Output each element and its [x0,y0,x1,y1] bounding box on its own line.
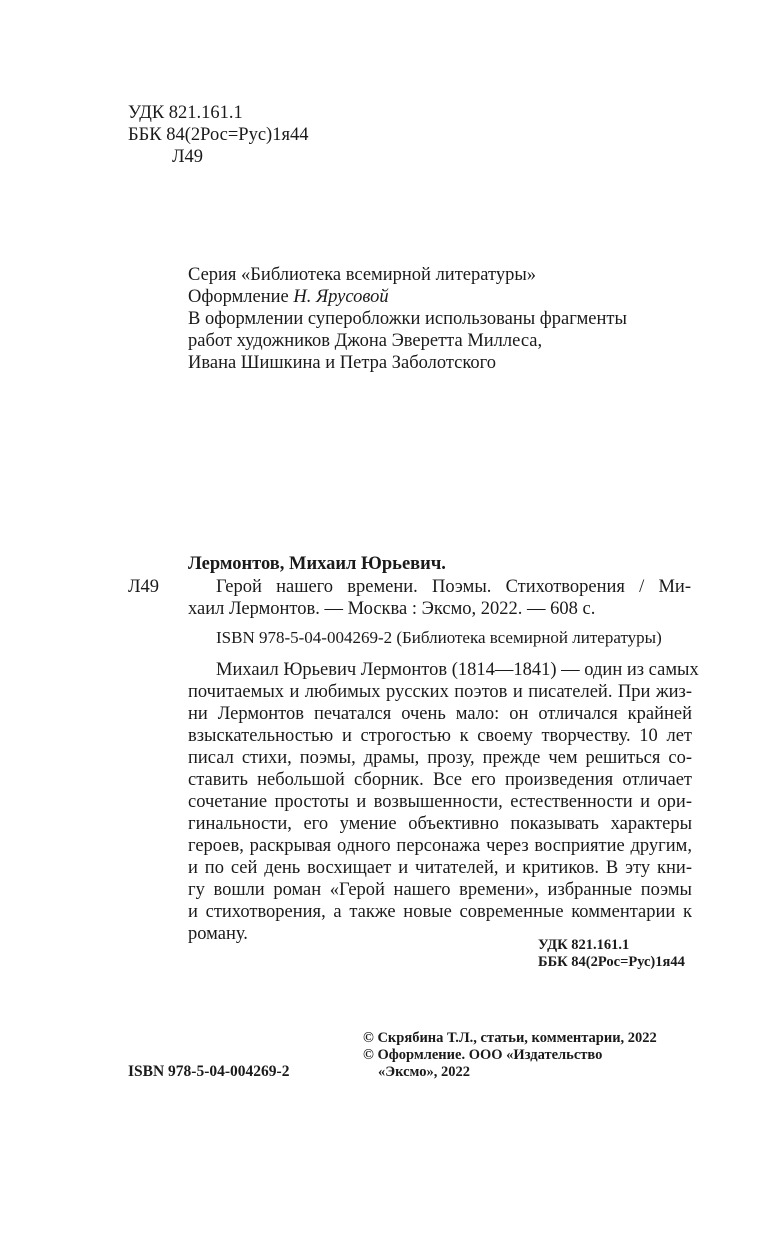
catalog-title-line-1: Герой нашего времени. Поэмы. Стихотворения / Ми- [216,577,691,597]
annotation-line: героев, раскрывая одного персонажа через восприятие другим, [188,836,692,856]
catalog-title-line-2: хаил Лермонтов. — Москва : Эксмо, 2022. — 608 с. [188,599,596,619]
header-bbk: ББК 84(2Рос=Рус)1я44 [128,125,309,145]
annotation-line: и по сей день восхищает и читателей, и критиков. В эту кни- [188,858,692,878]
annotation-line: ставить небольшой сборник. Все его произведения отличает [188,770,692,790]
annotation-line: Михаил Юрьевич Лермонтов (1814—1841) — один из самых [216,660,699,680]
catalog-isbn: ISBN 978-5-04-004269-2 (Библиотека всемирной литературы) [216,628,662,647]
header-author-sign: Л49 [172,147,204,167]
catalog-author-heading: Лермонтов, Михаил Юрьевич. [188,554,446,574]
series-line: Серия «Библиотека всемирной литературы» [188,265,537,285]
annotation-line: гинальности, его умение объективно показывать характеры [188,814,692,834]
annotation-line: и стихотворения, а также новые современные комментарии к [188,902,692,922]
cover-line-2: работ художников Джона Эверетта Миллеса, [188,331,543,351]
annotation-line: роману. [188,924,248,944]
copyright-line-2: © Оформление. ООО «Издательство [363,1047,603,1063]
isbn-bottom: ISBN 978-5-04-004269-2 [128,1063,290,1080]
header-udk: УДК 821.161.1 [128,103,243,123]
annotation-line: почитаемых и любимых русских поэтов и писателей. При жиз- [188,682,692,702]
design-prefix: Оформление [188,287,294,307]
footer-bbk: ББК 84(2Рос=Рус)1я44 [538,954,685,970]
copyright-line-3: «Эксмо», 2022 [378,1064,470,1080]
annotation-line: писал стихи, поэмы, драмы, прозу, прежде чем решиться со- [188,748,692,768]
cover-line-1: В оформлении суперобложки использованы фрагменты [188,309,627,329]
annotation-line: взыскательностью и строгостью к своему творчеству. 10 лет [188,726,692,746]
copyright-line-1: © Скрябина Т.Л., статьи, комментарии, 2022 [363,1030,657,1046]
cover-line-3: Ивана Шишкина и Петра Заболотского [188,353,497,373]
annotation [188,659,699,945]
annotation-line: сочетание простоты и возвышенности, естественности и ори- [188,792,692,812]
footer-udk: УДК 821.161.1 [538,937,630,953]
designer-name: Н. Ярусовой [293,287,389,307]
catalog-sign: Л49 [128,577,160,597]
annotation-line: гу вошли роман «Герой нашего времени», избранные поэмы [188,880,692,900]
annotation-line: ни Лермонтов печатался очень мало: он отличался крайней [188,704,692,724]
design-line [188,286,389,308]
